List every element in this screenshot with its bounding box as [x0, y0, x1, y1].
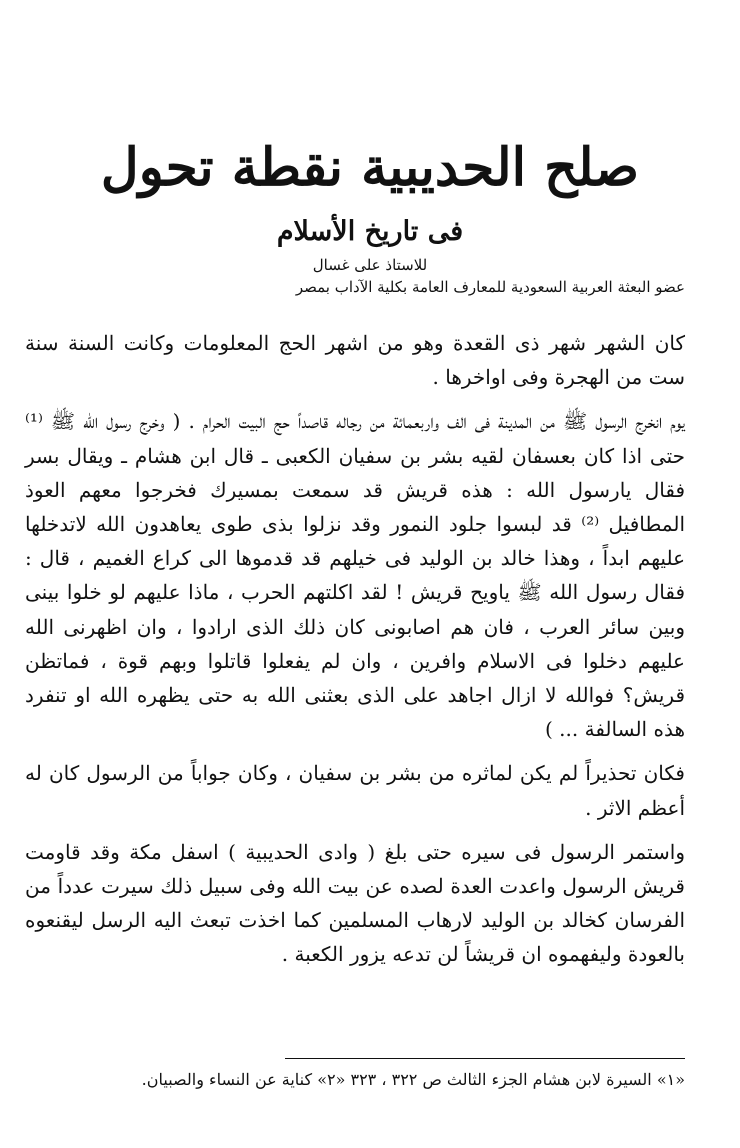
- paragraph-2: يوم انخرج الرسول ﷺ من المدينة فى الف واربعمائة من رجاله قاصداً حج البيت الحرام . ( وخرج رسول الله ﷺ ⁽¹⁾ حتى اذا كان بعسفان لقيه بشر بن سفيان الكعبى ـ قال ابن هشام ـ ويقال بسر فقال يارسول الله : هذه قريش قد سمعت بمسيرك فخرجوا معهم العوذ المطافيل ⁽²⁾ قد لبسوا جلود النمور وقد نزلوا بذى طوى يعاهدون الله لاتدخلها عليهم ابداً ، وهذا خالد بن الوليد فى خيلهم قد قدموها الى كراع الغميم ، قال : فقال رسول الله ﷺ ياويح قريش ! لقد اكلتهم الحرب ، ماذا عليهم لو خلوا بينى وبين سائر العرب ، فان هم اصابونى كان ذلك الذى ارادوا ، وان اظهرنى الله عليهم دخلوا فى الاسلام وافرين ، وان لم يفعلوا قاتلوا وبهم قوة ، فماتظن قريش؟ فوالله لا ازال اجاهد على الذى بعثنى الله به حتى يظهره الله او تنفرد هذه السالفة ... ): [25, 409, 685, 742]
- article-body: [25, 326, 685, 972]
- paragraph-3: فكان تحذيراً لم يكن لماثره من بشر بن سفيان ، وكان جواباً من الرسول كان له أعظم الاثر .: [25, 761, 685, 820]
- page-title: صلح الحديبية نقطة تحول: [100, 137, 640, 198]
- author-byline: للاستاذ على غسال: [312, 256, 428, 274]
- paragraph-1: كان الشهر شهر ذى القعدة وهو من اشهر الحج المعلومات وكانت السنة سنة ست من الهجرة وفى اواخرها .: [25, 331, 685, 390]
- page-subtitle: فى تاريخ الأسلام: [276, 216, 464, 247]
- footnote-divider: [285, 1058, 685, 1059]
- footnote: «١» السيرة لابن هشام الجزء الثالث ص ٣٢٢ ، ٣٢٣ «٢» كناية عن النساء والصبيان.: [141, 1070, 685, 1089]
- author-affiliation: عضو البعثة العربية السعودية للمعارف العامة بكلية الآداب بمصر: [295, 278, 685, 296]
- paragraph-4: واستمر الرسول فى سيره حتى بلغ ( وادى الحديبية ) اسفل مكة وقد قاومت قريش الرسول واعدت العدة لصده عن بيت الله وفى سبيل ذلك سيرت عدداً من الفرسان كخالد بن الوليد لارهاب المسلمين كما اخذت تبعث اليه الرسل ليقنعوه بالعودة وليفهموه ان قريشاً لن تدعه يزور الكعبة .: [25, 839, 686, 967]
